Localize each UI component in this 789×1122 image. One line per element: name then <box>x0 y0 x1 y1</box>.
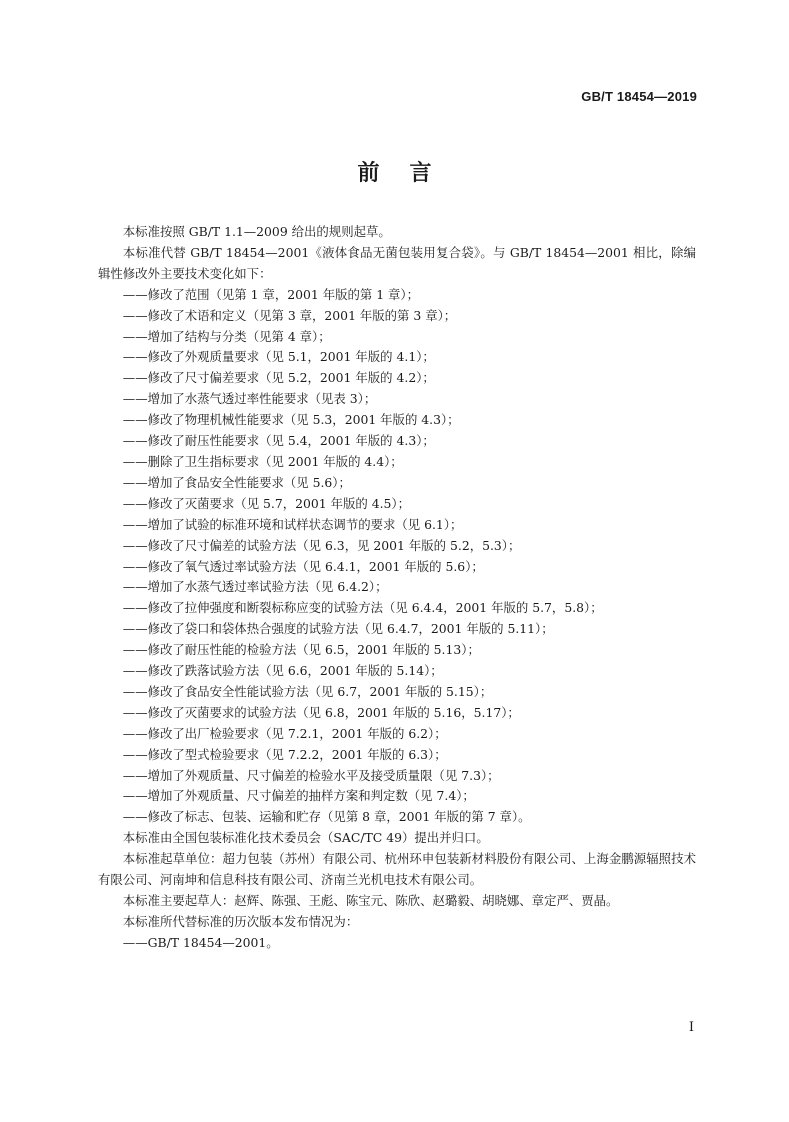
change-list <box>98 285 696 829</box>
list-item: ——修改了外观质量要求（见 5.1，2001 年版的 4.1）； <box>122 349 435 365</box>
list-item: ——增加了外观质量、尺寸偏差的抽样方案和判定数（见 7.4）； <box>122 788 475 804</box>
list-item: ——修改了耐压性能的检验方法（见 6.5，2001 年版的 5.13）； <box>122 642 480 658</box>
list-item: ——修改了尺寸偏差要求（见 5.2，2001 年版的 4.2）； <box>122 370 435 386</box>
list-item: ——删除了卫生指标要求（见 2001 年版的 4.4）； <box>122 453 403 469</box>
page-title: 前言 <box>357 161 462 186</box>
list-item: ——修改了型式检验要求（见 7.2.2，2001 年版的 6.3）； <box>122 746 447 762</box>
list-item: ——修改了标志、包装、运输和贮存（见第 8 章，2001 年版的第 7 章）。 <box>122 809 531 825</box>
list-item: ——修改了范围（见第 1 章，2001 年版的第 1 章）； <box>122 286 420 302</box>
standard-code: GB/T 18454—2019 <box>581 89 697 104</box>
list-item: ——修改了出厂检验要求（见 7.2.1，2001 年版的 6.2）； <box>122 725 447 741</box>
list-item: ——修改了灭菌要求的试验方法（见 6.8，2001 年版的 5.16，5.17）； <box>122 704 520 720</box>
history-intro-paragraph: 本标准所代替标准的历次版本发布情况为： <box>122 913 359 929</box>
list-item: ——修改了耐压性能要求（见 5.4，2001 年版的 4.3）； <box>122 433 435 449</box>
list-item: ——修改了袋口和袋体热合强度的试验方法（见 6.4.7，2001 年版的 5.11）； <box>122 621 554 637</box>
list-item: ——增加了试验的标准环境和试样状态调节的要求（见 6.1）； <box>122 516 463 532</box>
history-item: ——GB/T 18454—2001。 <box>122 934 279 950</box>
list-item: ——增加了水蒸气透过率试验方法（见 6.4.2）； <box>122 579 388 595</box>
list-item: ——修改了术语和定义（见第 3 章，2001 年版的第 3 章）； <box>122 307 457 323</box>
list-item: ——增加了食品安全性能要求（见 5.6）； <box>122 474 351 490</box>
list-item: ——修改了灭菌要求（见 5.7，2001 年版的 4.5）； <box>122 495 410 511</box>
list-item: ——修改了氧气透过率试验方法（见 6.4.1，2001 年版的 5.6）； <box>122 558 484 574</box>
list-item: ——修改了物理机械性能要求（见 5.3，2001 年版的 4.3）； <box>122 412 460 428</box>
page-number: I <box>688 1020 694 1035</box>
list-item: ——增加了水蒸气透过率性能要求（见表 3）； <box>122 391 377 407</box>
intro-paragraph-1: 本标准按照 GB/T 1.1—2009 给出的规则起草。 <box>122 224 391 239</box>
list-item: ——增加了外观质量、尺寸偏差的检验水平及接受质量限（见 7.3）； <box>122 767 500 783</box>
list-item: ——修改了尺寸偏差的试验方法（见 6.3，见 2001 年版的 5.2，5.3）； <box>122 537 521 553</box>
list-item: ——修改了拉伸强度和断裂标称应变的试验方法（见 6.4.4，2001 年版的 5.7，5.8）； <box>122 600 603 616</box>
intro-paragraph-2: 本标准代替 GB/T 18454—2001《液体食品无菌包装用复合袋》。与 GB/T 18454—2001 相比，除编辑性修改外主要技术变化如下： <box>98 244 696 281</box>
document-body <box>98 222 696 954</box>
list-item: ——修改了跌落试验方法（见 6.6，2001 年版的 5.14）； <box>122 663 443 679</box>
list-item: ——修改了食品安全性能试验方法（见 6.7，2001 年版的 5.15）； <box>122 683 493 699</box>
drafting-units-paragraph: 本标准起草单位：超力包装（苏州）有限公司、杭州环申包装新材料股份有限公司、上海金鹏源辐照技术有限公司、河南坤和信息科技有限公司、济南兰光机电技术有限公司。 <box>98 851 696 888</box>
drafters-paragraph: 本标准主要起草人：赵辉、陈强、王彪、陈宝元、陈欣、赵璐毅、胡晓娜、章定严、贾晶。 <box>122 893 619 908</box>
committee-paragraph: 本标准由全国包装标准化技术委员会（SAC/TC 49）提出并归口。 <box>122 830 489 846</box>
list-item: ——增加了结构与分类（见第 4 章）； <box>122 328 331 344</box>
